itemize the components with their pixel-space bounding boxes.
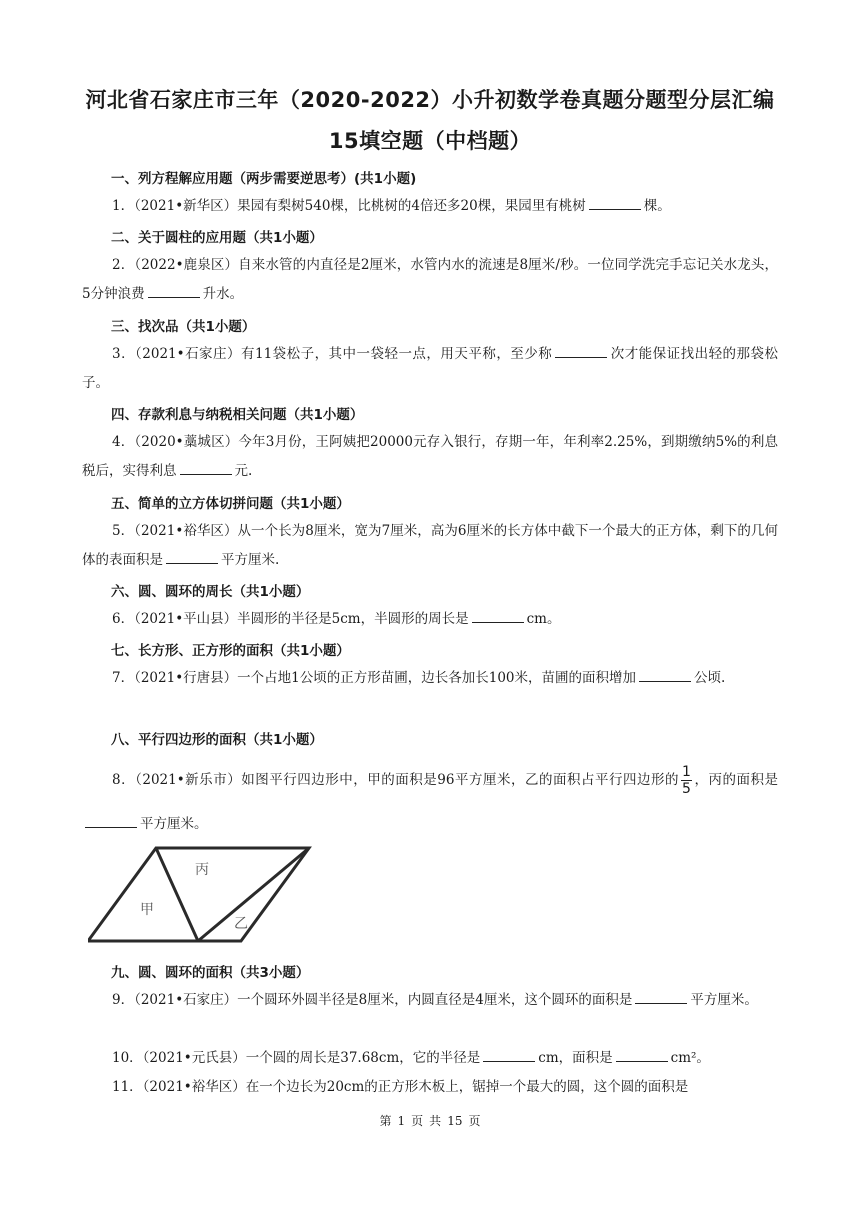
section-heading: 八、平行四边形的面积（共1小题）	[111, 732, 323, 748]
question-9: 9．（2021•石家庄）一个圆环外圆半径是8厘米，内圆直径是4厘米，这个圆环的面积是 平方厘米。	[82, 986, 778, 1015]
answer-blank[interactable]	[589, 195, 641, 210]
question-2: 2．（2022•鹿泉区）自来水管的内直径是2厘米，水管内水的流速是8厘米/秒。一位同学洗完手忘记关水龙头，5分钟浪费 升水。	[82, 257, 778, 302]
question-8: 8．（2021•新乐市）如图平行四边形中，甲的面积是96平方厘米，乙的面积占平行四边形的 $\frac{1}{5}$ ，丙的面积是平方厘米。	[82, 758, 778, 846]
answer-blank[interactable]	[180, 460, 232, 475]
label-jia: 甲	[140, 902, 154, 918]
question-5: 5．（2021•裕华区）从一个长为8厘米，宽为7厘米，高为6厘米的长方体中截下一个最大的正方体，剩下的几何体的表面积是 平方厘米.	[82, 523, 778, 568]
section-heading: 七、长方形、正方形的面积（共1小题）	[111, 643, 350, 659]
answer-blank[interactable]	[85, 813, 137, 828]
answer-blank[interactable]	[148, 283, 200, 298]
answer-blank[interactable]	[166, 549, 218, 564]
answer-blank[interactable]	[639, 667, 691, 682]
question-11: 11．（2021•裕华区）在一个边长为20cm的正方形木板上，锯掉一个最大的圆，这个圆的面积是	[112, 1079, 689, 1095]
question-6: 6．（2021•平山县）半圆形的半径是5cm，半圆形的周长是 cm。	[82, 605, 778, 634]
answer-blank[interactable]	[472, 608, 524, 623]
section-heading: 六、圆、圆环的周长（共1小题）	[111, 584, 310, 600]
page-total: 15	[447, 1114, 463, 1128]
document-title-line2: 15填空题（中档题）	[328, 129, 532, 153]
question-3: 3．（2021•石家庄）有11袋松子，其中一袋轻一点，用天平称，至少称 次才能保证找出轻的那袋松子。	[82, 340, 778, 398]
question-7: 7．（2021•行唐县）一个占地1公顷的正方形苗圃，边长各加长100米，苗圃的面积增加 公顷.	[82, 664, 778, 693]
section-heading: 四、存款利息与纳税相关问题（共1小题）	[111, 407, 364, 423]
answer-blank[interactable]	[483, 1047, 535, 1062]
document-title-line1: 河北省石家庄市三年（2020-2022）小升初数学卷真题分题型分层汇编	[85, 88, 775, 112]
question-4: 4．（2020•藁城区）今年3月份，王阿姨把20000元存入银行，存期一年，年利率2.25%，到期缴纳5%的利息税后，实得利息 元.	[82, 434, 778, 479]
section-heading: 九、圆、圆环的面积（共3小题）	[111, 965, 310, 981]
section-heading: 二、关于圆柱的应用题（共1小题）	[111, 230, 323, 246]
question-1: 1．（2021•新华区）果园有梨树540棵，比桃树的4倍还多20棵，果园里有桃树 棵。	[82, 192, 778, 221]
answer-blank[interactable]	[635, 989, 687, 1004]
parallelogram-figure	[88, 840, 313, 945]
answer-blank[interactable]	[555, 343, 607, 358]
page-footer: 第 1 页 共 15 页	[379, 1114, 481, 1128]
section-heading: 一、列方程解应用题（两步需要逆思考）(共1小题)	[111, 171, 417, 187]
answer-blank[interactable]	[616, 1047, 668, 1062]
question-10: 10．（2021•元氏县）一个圆的周长是37.68cm，它的半径是 cm，面积是 cm²。	[82, 1044, 778, 1073]
label-bing: 丙	[195, 862, 209, 878]
label-yi: 乙	[234, 916, 248, 932]
section-heading: 五、简单的立方体切拼问题（共1小题）	[111, 496, 350, 512]
section-heading: 三、找次品（共1小题）	[111, 319, 256, 335]
page-number: 1	[397, 1114, 406, 1128]
fraction-one-fifth: $\frac{1}{5}$	[682, 764, 691, 797]
